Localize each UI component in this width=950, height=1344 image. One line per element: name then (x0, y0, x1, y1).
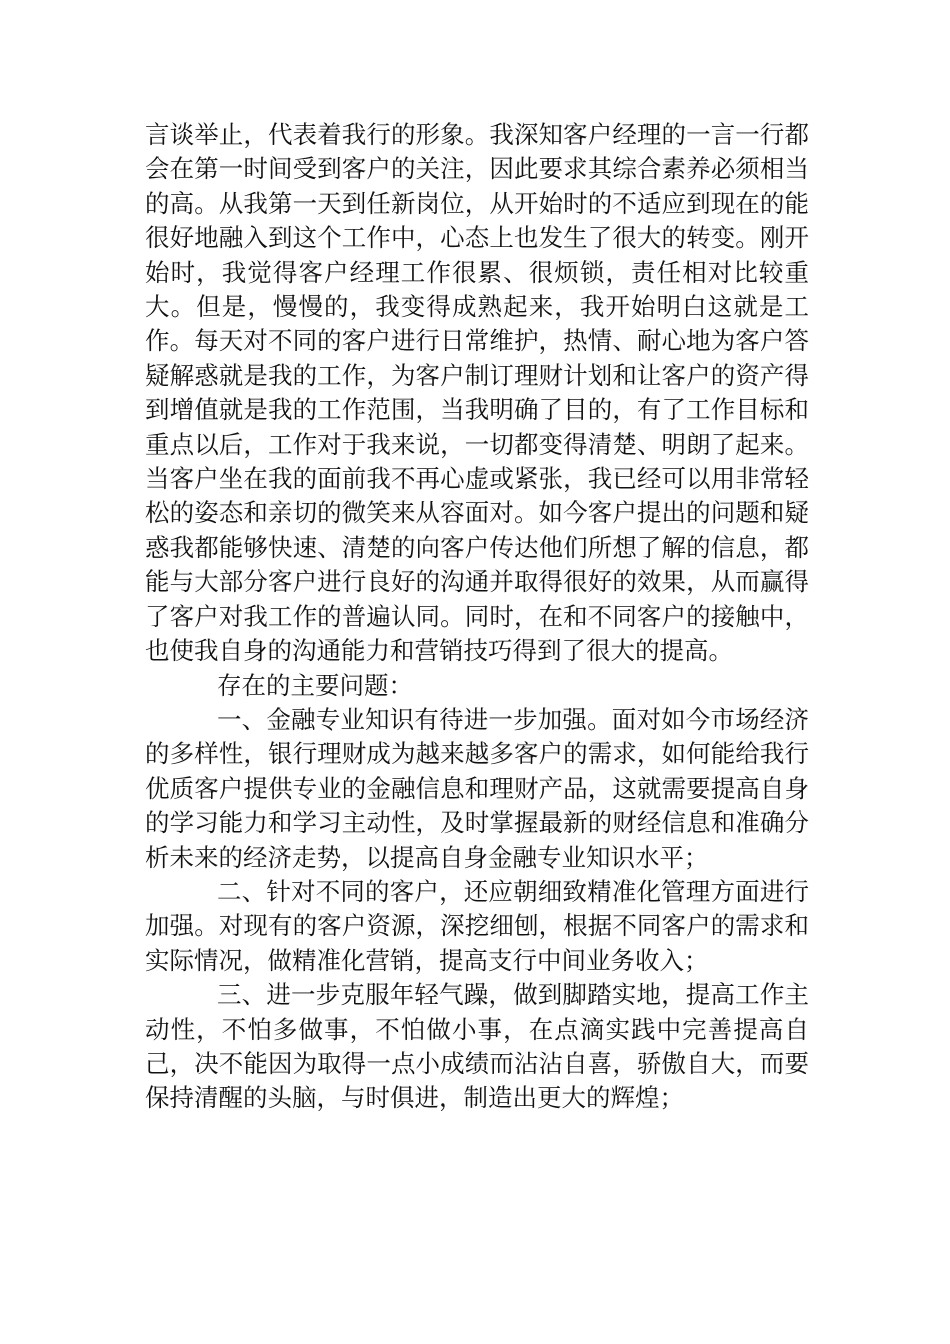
paragraph-problem-2: 二、针对不同的客户，还应朝细致精准化管理方面进行加强。对现有的客户资源，深挖细刨，根据不同客户的需求和实际情况，做精准化营销，提高支行中间业务收入； (145, 876, 809, 975)
paragraph-problem-1: 一、金融专业知识有待进一步加强。面对如今市场经济的多样性，银行理财成为越来越多客户的需求，如何能给我行优质客户提供专业的金融信息和理财产品，这就需要提高自身的学习能力和学习主动性，及时掌握最新的财经信息和准确分析未来的经济走势，以提高自身金融专业知识水平； (145, 704, 809, 872)
paragraph-continuation: 言谈举止，代表着我行的形象。我深知客户经理的一言一行都会在第一时间受到客户的关注，因此要求其综合素养必须相当的高。从我第一天到任新岗位，从开始时的不适应到现在的能很好地融入到这个工作中，心态上也发生了很大的转变。刚开始时，我觉得客户经理工作很累、很烦锁，责任相对比较重大。但是，慢慢的，我变得成熟起来，我开始明白这就是工作。每天对不同的客户进行日常维护，热情、耐心地为客户答疑解惑就是我的工作，为客户制订理财计划和让客户的资产得到增值就是我的工作范围，当我明确了目的，有了工作目标和重点以后，工作对于我来说，一切都变得清楚、明朗了起来。当客户坐在我的面前我不再心虚或紧张，我已经可以用非常轻松的姿态和亲切的微笑来从容面对。如今客户提出的问题和疑惑我都能够快速、清楚的向客户传达他们所想了解的信息，都能与大部分客户进行良好的沟通并取得很好的效果，从而赢得了客户对我工作的普遍认同。同时，在和不同客户的接触中，也使我自身的沟通能力和营销技巧得到了很大的提高。 (145, 120, 809, 666)
paragraph-problem-3: 三、进一步克服年轻气躁，做到脚踏实地，提高工作主动性，不怕多做事，不怕做小事，在点滴实践中完善提高自己，决不能因为取得一点小成绩而沾沾自喜，骄傲自大，而要保持清醒的头脑，与时俱进，制造出更大的辉煌； (145, 980, 809, 1113)
document-body (145, 118, 809, 1116)
section-heading-main-problems: 存在的主要问题： (217, 670, 413, 700)
